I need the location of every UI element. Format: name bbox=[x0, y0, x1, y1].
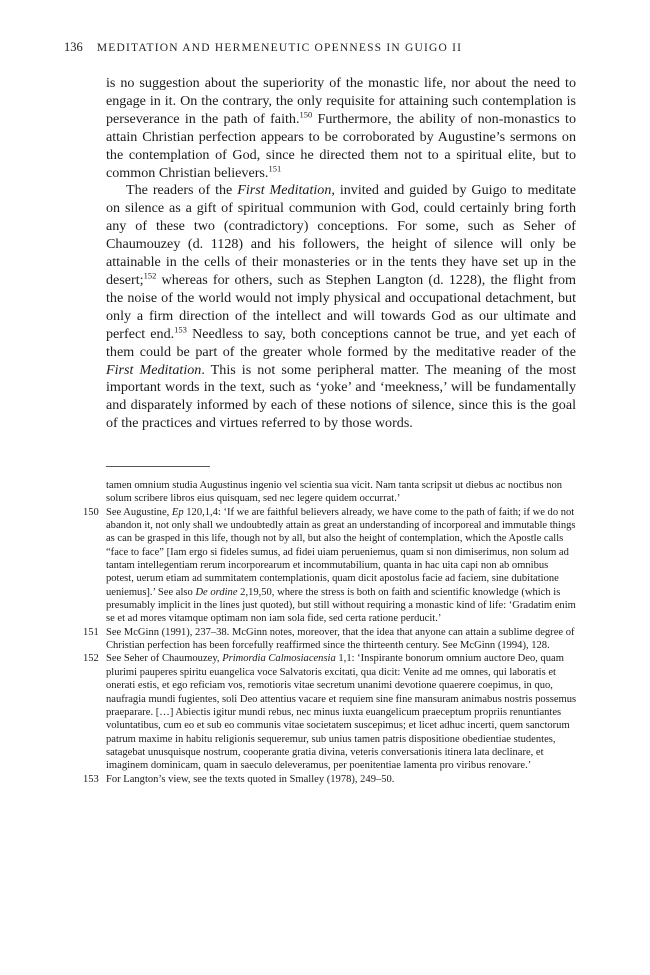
footnote-150 bbox=[83, 506, 577, 626]
text-run: is no suggestion about the superiority of the monastic life, nor about the need to engage in it. On the contrary, the only requisite for attaining such contemplation is perseverance in the path of faith. bbox=[106, 75, 576, 127]
footnote-text: 120,1,4: ‘If we are faithful believers already, we have come to the path of faith; if we do not abandon it, not only shall we undoubtedly attain as great an understanding of incorporeal and immutable things as can be grasped in this life, though not by all, but also the height of contemplation, which the Apostle calls “face to face” [Iam ergo si fideles sumus, ad fidei uiam perueniemus, quam si non dimiserimus, non solum ad tantam intellegentiam rerum incorporearum et incommutabilium, quanta in hac uita capi non ab omnibus potest, uerum etiam ad summitatem contemplationis, quam dicit apostolus facie ad faciem, sine dubitatione ueniemus].’ See also bbox=[106, 506, 576, 598]
text-run: The readers of the bbox=[126, 182, 238, 199]
footnote-ref-152[interactable]: 152 bbox=[143, 270, 157, 281]
footnote-text: See McGinn (1991), 237–38. McGinn notes, moreover, that the idea that anyone can attain a sublime degree of Christian perfection has been forcefully reaffirmed since the thirteenth century. See McGinn (1994), 128. bbox=[106, 626, 575, 652]
footnote-number: 153 bbox=[83, 773, 99, 785]
text-run: whereas for others, such as Stephen Langton (d. 1228), the flight from the noise of the world would not imply physical and occupational detachment, but only a firm direction of the intellect and will towards God as our ultimate and perfect end. bbox=[106, 271, 576, 342]
footnote-text: tamen omnium studia Augustinus ingenio vel scientia sua vicit. Nam tanta scripsit ut diebus ac noctibus non solum scribere libros eius quisquam, sed nec legere quidem occurrat.’ bbox=[106, 480, 563, 505]
paragraph-1 bbox=[106, 75, 576, 182]
footnote-ref-151[interactable]: 151 bbox=[268, 162, 282, 173]
footnote-number: 151 bbox=[83, 626, 99, 638]
paragraph-2 bbox=[106, 182, 576, 433]
work-title: Primordia Calmosiacensia bbox=[222, 653, 336, 665]
running-header bbox=[64, 40, 584, 55]
footnote-ref-150[interactable]: 150 bbox=[299, 109, 313, 120]
footnote-text: For Langton’s view, see the texts quoted in Smalley (1978), 249–50. bbox=[106, 773, 395, 785]
running-title: MEDITATION AND HERMENEUTIC OPENNESS IN GUIGO II bbox=[96, 42, 463, 54]
footnote-number: 152 bbox=[83, 653, 99, 665]
work-title: First Meditation bbox=[237, 182, 332, 199]
text-run: . This is not some peripheral matter. The meaning of the most important words in the text, such as ‘yoke’ and ‘meekness,’ will be fundamentally and disparately informed by each of these notions of silence, since this is the goal of the practices and virtues referred to by those words. bbox=[106, 361, 576, 432]
page-number: 136 bbox=[64, 40, 83, 54]
work-title: De ordine bbox=[195, 586, 238, 598]
text-run: Needless to say, both conceptions cannot be true, and yet each of them could be part of the greater whole formed by the meditative reader of the bbox=[106, 325, 576, 360]
footnote-text: See Seher of Chaumouzey, bbox=[106, 653, 223, 665]
text-run: Furthermore, the ability of non-monastics to attain Christian perfection appears to be corroborated by Augustine’s sermons on the contemplation of God, since he directed them not to a spiritual elite, but to common Christian believers. bbox=[106, 110, 577, 181]
footnote-number: 150 bbox=[83, 506, 99, 518]
footnote-separator bbox=[106, 466, 210, 467]
work-title: Ep bbox=[171, 506, 184, 518]
footnote-text: 2,19,50, where the stress is both on faith and scientific knowledge (which is presumably implicit in the lines just quoted), but still without requiring a monastic kind of life: ‘Gradatim enim se et ad mores vitamque optimam non iam sola fide, sed certa ratione perducit.’ bbox=[106, 586, 576, 625]
footnote-continued bbox=[83, 479, 577, 506]
footnote-ref-153[interactable]: 153 bbox=[174, 324, 187, 334]
main-text bbox=[106, 75, 576, 433]
footnote-152 bbox=[83, 652, 577, 772]
footnote-text: 1,1: ‘Inspirante bonorum omnium auctore Deo, quam plurimi pauperes spiritu euangelica voce Salvatoris excitati, qua dicit: Venite ad me omnes, qui laboratis et onerati estis, et ego reficiam vos, remotioris vitae secretum unanimi devotione quaerere coepimus, in quo, naufragia mundi fugientes, soli Deo attentius vacare et requiem sine fine mansuram animabus nostris possemus praeparare. […] Abiectis igitur mundi rebus, nec minus iuxta euangelicum praeceptum propriis renuntiantes voluntatibus, cum eo et sub eo communis vitae societatem suscepimus; et licet adhuc incerti, quem sanctorum patrum maxime in habitu religionis sequeremur, sub unius tamen patris dispositione obedientiae studentes, satagebat unusquisque nostrum, cooperante gratia divina, veteris conversationis itinera lata declinare, et imaginem dominicam, quam in saeculo deleveramus, per poenitentiae lamenta pro viribus renovare.’ bbox=[106, 653, 577, 772]
footnote-151 bbox=[83, 626, 577, 653]
footnote-153 bbox=[83, 773, 577, 786]
footnotes bbox=[83, 479, 577, 786]
text-run: , invited and guided by Guigo to meditate on silence as a gift of spiritual communion with God, could certainly bring forth any of these two (contradictory) conceptions. For some, such as Seher of Chaumouzey (d. 1128) and his followers, the height of silence will only be attainable in the cells of their monasteries or in the tents they have set up in the desert; bbox=[106, 182, 576, 288]
work-title: First Meditation bbox=[106, 361, 202, 378]
footnote-text: See Augustine, bbox=[106, 506, 172, 518]
